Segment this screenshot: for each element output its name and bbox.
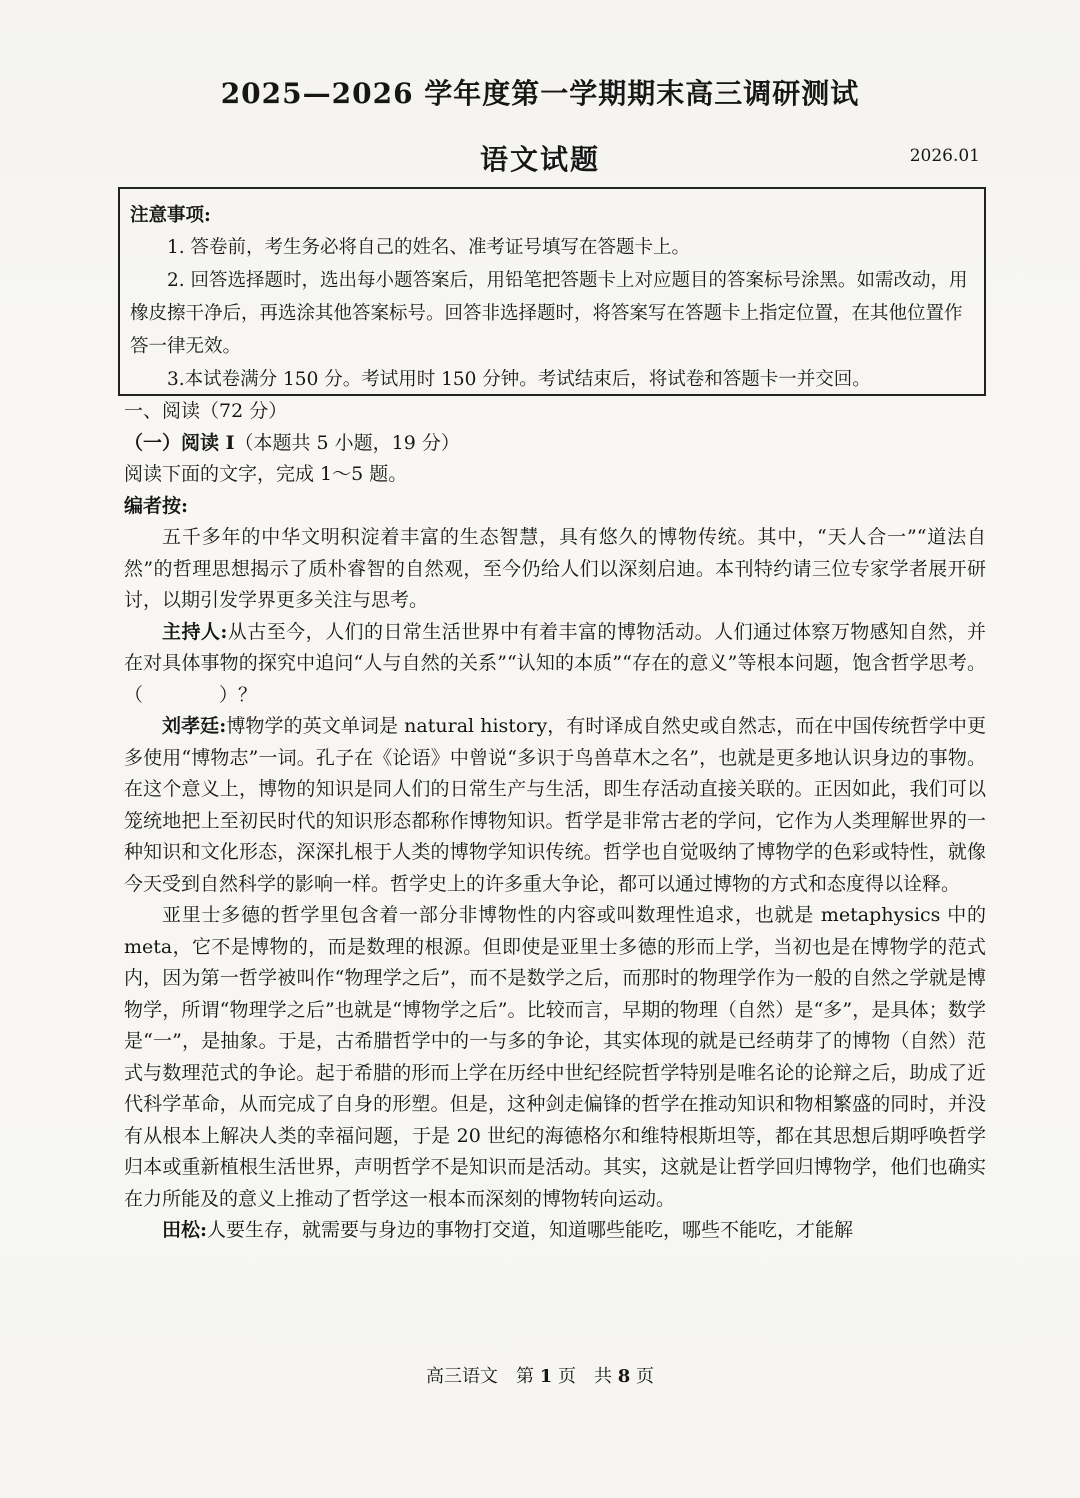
footer-left: 高三语文 第 — [426, 1366, 534, 1387]
liu-speaker: 刘孝廷: — [162, 715, 227, 737]
host-paragraph — [124, 617, 986, 712]
footer-right: 页 — [636, 1366, 654, 1387]
subsection-title: （一）阅读 I — [124, 431, 235, 454]
editor-note-paragraph: 五千多年的中华文明积淀着丰富的生态智慧，具有悠久的博物传统。其中，“天人合一”“道法自然”的哲理思想揭示了质朴睿智的自然观，至今仍给人们以深刻启迪。本刊特约请三位专家学者展开研讨，以期引发学界更多关注与思考。 — [124, 526, 986, 611]
notice-item-1: 1. 答卷前，考生务必将自己的姓名、准考证号填写在答题卡上。 — [167, 237, 691, 258]
host-speaker: 主持人: — [162, 620, 228, 643]
host-text: 从古至今，人们的日常生活世界中有着丰富的博物活动。人们通过体察万物感知自然，并在对具体事物的探究中追问“人与自然的关系”“认知的本质”“存在的意义”等根本问题，饱含哲学思考。（ ）？ — [124, 620, 986, 706]
tian-text: 人要生存，就需要与身边的事物打交道，知道哪些能吃，哪些不能吃，才能解 — [207, 1219, 854, 1241]
exam-subtitle: 语文试题 — [479, 143, 600, 176]
liu-paragraph-1 — [124, 711, 986, 900]
page-footer — [0, 1362, 1080, 1388]
exam-title: 2025—2026 学年度第一学期期末高三调研测试 — [220, 77, 860, 110]
footer-mid: 页 共 — [558, 1366, 612, 1387]
subsection-heading — [124, 428, 986, 460]
editor-note-label: 编者按: — [124, 494, 189, 517]
subsection-note: （本题共 5 小题，19 分） — [234, 431, 460, 454]
liu-paragraph-2: 亚里士多德的哲学里包含着一部分非博物性的内容或叫数理性追求，也就是 metaphysics 中的 meta，它不是博物的，而是数理的根源。但即使是亚里士多德的形而上学，当初也是在博物学的范式内，因为第一哲学被叫作“物理学之后”，而不是数学之后，而那时的物理学作为一般的自然之学就是博物学，所谓“物理学之后”也就是“博物学之后”。比较而言，早期的物理（自然）是“多”，是具体；数学是“一”，是抽象。于是，古希腊哲学中的一与多的争论，其实体现的就是已经萌芽了的博物（自然）范式与数理范式的争论。起于希腊的形而上学在历经中世纪经院哲学特别是唯名论的论辩之后，助成了近代科学革命，从而完成了自身的形塑。但是，这种剑走偏锋的哲学在推动知识和物相繁盛的同时，并没有从根本上解决人类的幸福问题，于是 20 世纪的海德格尔和维特根斯坦等，都在其思想后期呼唤哲学归本或重新植根生活世界，声明哲学不是知识而是活动。其实，这就是让哲学回归博物学，他们也确实在力所能及的意义上推动了哲学这一根本而深刻的博物转向运动。 — [124, 904, 986, 1210]
notice-box — [118, 187, 986, 396]
notice-item-2: 2. 回答选择题时，选出每小题答案后，用铅笔把答题卡上对应题目的答案标号涂黑。如需改动，用橡皮擦干净后，再选涂其他答案标号。回答非选择题时，将答案写在答题卡上指定位置，在其他位置作答一律无效。 — [130, 270, 968, 357]
tian-speaker: 田松: — [162, 1219, 208, 1241]
footer-page-number: 1 — [539, 1366, 553, 1387]
tian-paragraph — [124, 1215, 986, 1247]
exam-date: 2026.01 — [909, 146, 980, 166]
instruction-text: 阅读下面的文字，完成 1～5 题。 — [124, 463, 408, 485]
liu-text-1: 博物学的英文单词是 natural history，有时译成自然史或自然志，而在中国传统哲学中更多使用“博物志”一词。孔子在《论语》中曾说“多识于鸟兽草木之名”，也就是更多地认识身边的事物。在这个意义上，博物的知识是同人们的日常生产与生活，即生存活动直接关联的。正因如此，我们可以笼统地把上至初民时代的知识形态都称作博物知识。哲学是非常古老的学问，它作为人类理解世界的一种知识和文化形态，深深扎根于人类的博物学知识传统。哲学也自觉吸纳了博物学的色彩或特性，就像今天受到自然科学的影响一样。哲学史上的许多重大争论，都可以通过博物的方式和态度得以诠释。 — [124, 715, 987, 895]
notice-item-3: 3.本试卷满分 150 分。考试用时 150 分钟。考试结束后，将试卷和答题卡一并交回。 — [167, 369, 871, 390]
footer-total-pages: 8 — [617, 1366, 631, 1387]
part-heading: 一、阅读（72 分） — [124, 400, 288, 422]
notice-heading: 注意事项: — [130, 205, 211, 226]
reading-section — [124, 396, 986, 1247]
